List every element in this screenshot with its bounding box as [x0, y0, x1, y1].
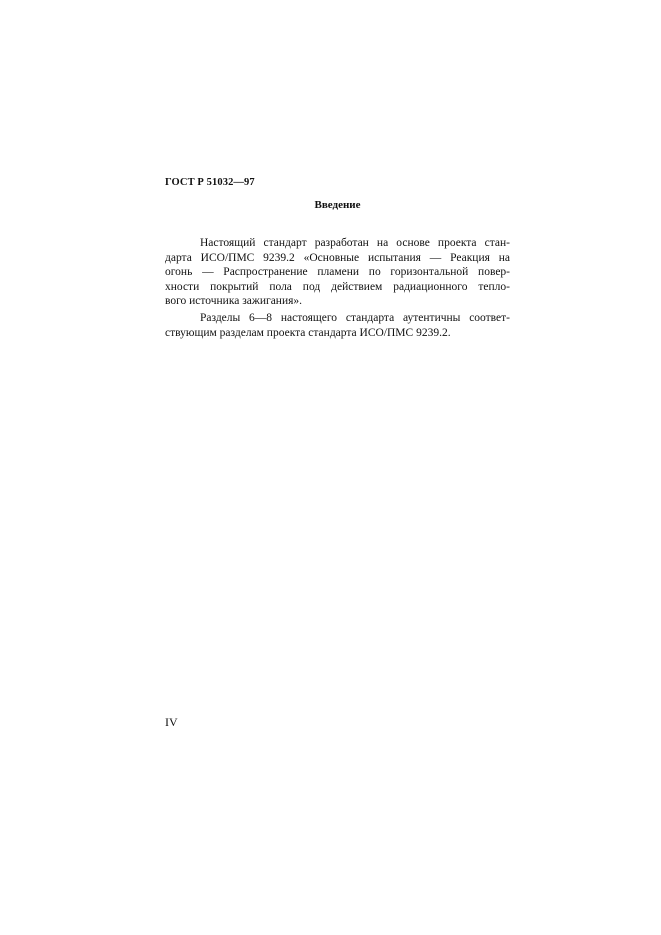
paragraph-2: [165, 311, 510, 340]
paragraph-line: хности покрытий пола под действием радиационного тепло-: [165, 280, 510, 293]
paragraph-line: Настоящий стандарт разработан на основе проекта стан-: [200, 237, 510, 249]
paragraph-line: вого источника зажигания».: [165, 295, 303, 307]
section-title: Введение: [314, 199, 361, 211]
standard-number-header: ГОСТ Р 51032—97: [165, 177, 255, 188]
paragraph-line: огонь — Распространение пламени по горизонтальной повер-: [165, 266, 510, 278]
page-number: IV: [165, 715, 178, 729]
paragraph-line: дарта ИСО/ПМС 9239.2 «Основные испытания — Реакция на: [165, 251, 510, 264]
paragraph-line: ствующим разделам проекта стандарта ИСО/ПМС 9239.2.: [165, 326, 451, 339]
paragraph-line: Разделы 6—8 настоящего стандарта аутентичны соответ-: [200, 312, 510, 324]
paragraph-1: [165, 236, 510, 309]
